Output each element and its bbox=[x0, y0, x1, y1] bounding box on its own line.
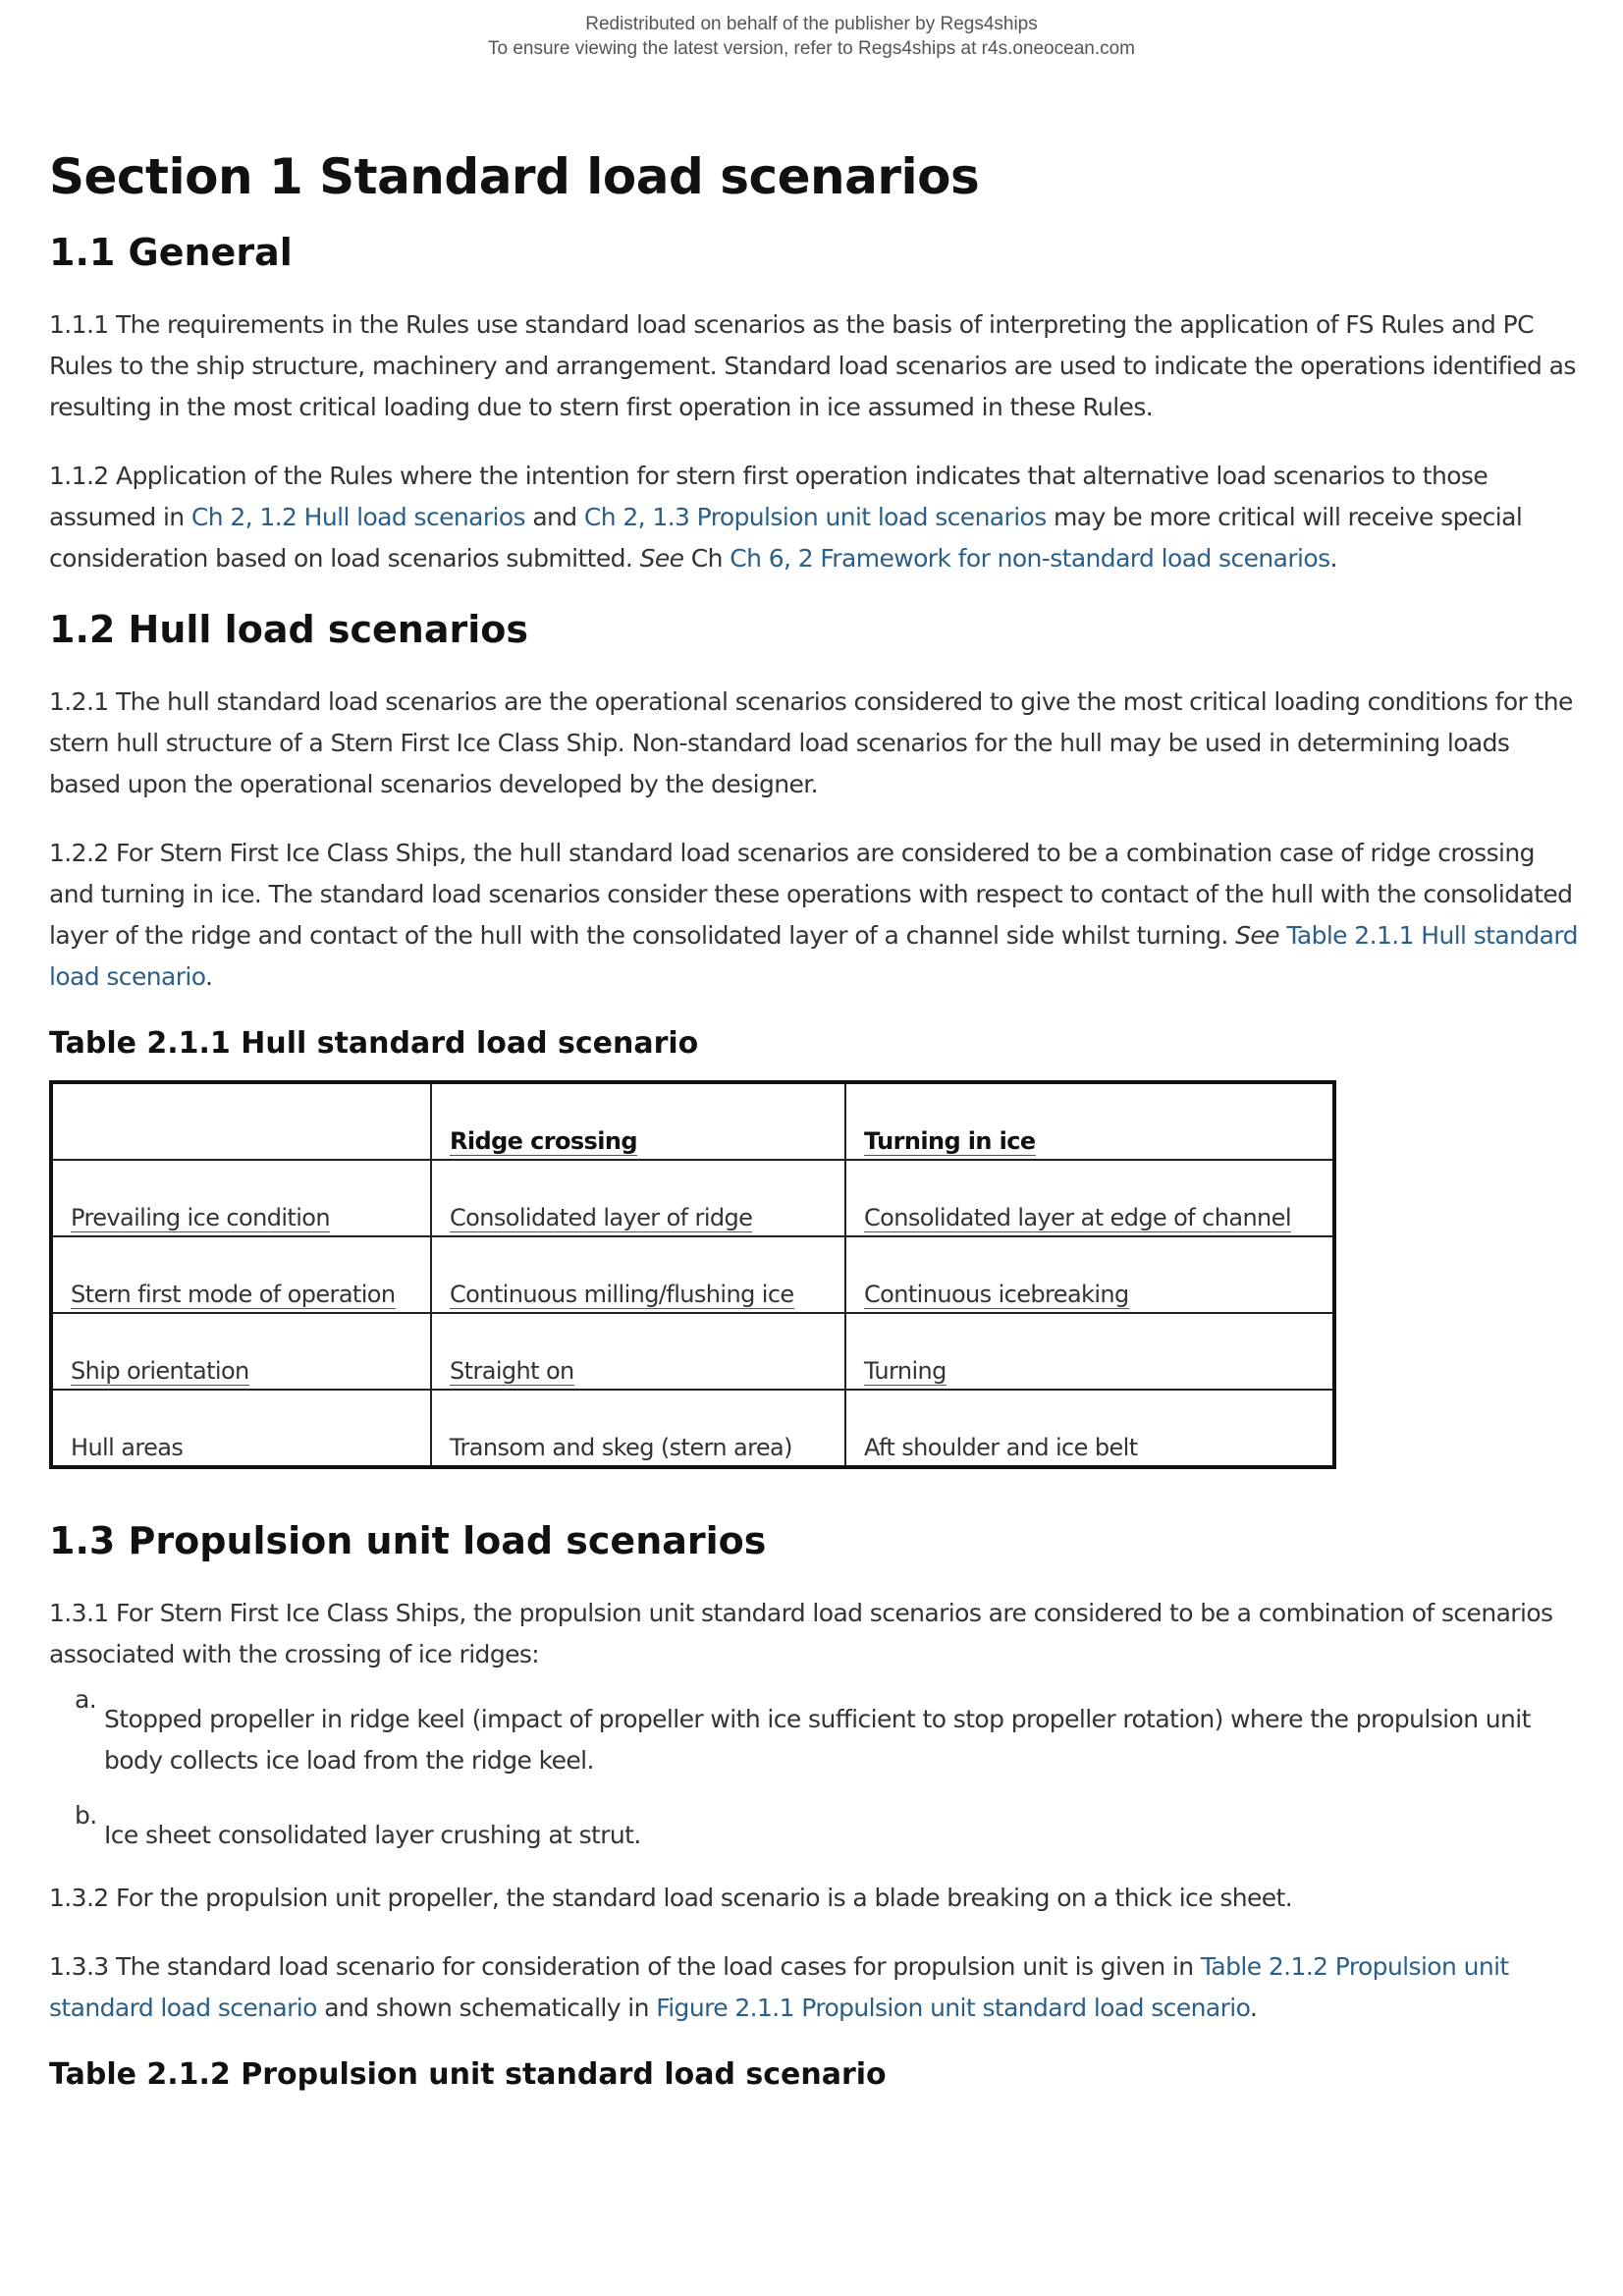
heading-1-3-propulsion-unit-load-scenarios: 1.3 Propulsion unit load scenarios bbox=[49, 1519, 767, 1562]
text-span: . bbox=[204, 962, 213, 991]
list-item bbox=[75, 1685, 1581, 1781]
table-header-cell: Turning in ice bbox=[845, 1082, 1334, 1160]
link-non-standard-framework[interactable]: Ch 6, 2 Framework for non-standard load scenarios bbox=[730, 544, 1330, 573]
banner-line-version: To ensure viewing the latest version, refer to Regs4ships at r4s.oneocean.com bbox=[487, 38, 1136, 59]
table-cell: Ship orientation bbox=[51, 1313, 431, 1390]
hull-standard-load-scenario-table bbox=[49, 1080, 1336, 1469]
link-propulsion-unit-load-scenarios[interactable]: Ch 2, 1.3 Propulsion unit load scenarios bbox=[583, 503, 1047, 531]
heading-1-2-hull-load-scenarios: 1.2 Hull load scenarios bbox=[49, 608, 528, 651]
paragraph-1-2-1: 1.2.1 The hull standard load scenarios are the operational scenarios considered to give the most critical loading conditions for the stern hull structure of a Stern First Ice Class Ship. Non-standard load scenarios for the hull may be used in determining loads based upon the operational scenarios developed by the designer. bbox=[49, 687, 1573, 798]
table-cell: Straight on bbox=[431, 1313, 845, 1390]
table-cell: Stern first mode of operation bbox=[51, 1236, 431, 1313]
table-row bbox=[51, 1390, 1334, 1467]
table-cell: Hull areas bbox=[51, 1390, 431, 1467]
section-title: Section 1 Standard load scenarios bbox=[49, 148, 980, 205]
text-span: may be more critical will receive special consideration based on load scenarios submitted. bbox=[49, 503, 1523, 573]
redistribution-banner bbox=[0, 0, 1623, 61]
table-header-row bbox=[51, 1082, 1334, 1160]
table-cell: Aft shoulder and ice belt bbox=[845, 1390, 1334, 1467]
list-item-text: Stopped propeller in ridge keel (impact of propeller with ice sufficient to stop propeller rotation) where the propulsion unit body collects ice load from the ridge keel. bbox=[104, 1705, 1531, 1775]
scenario-list bbox=[49, 1685, 1581, 1856]
table-cell: Transom and skeg (stern area) bbox=[431, 1390, 845, 1467]
table-cell: Continuous icebreaking bbox=[845, 1236, 1334, 1313]
paragraph-1-2-2 bbox=[49, 833, 1581, 998]
banner-line-publisher: Redistributed on behalf of the publisher by Regs4ships bbox=[585, 14, 1038, 34]
link-figure-2-1-1[interactable]: Figure 2.1.1 Propulsion unit standard load scenario bbox=[656, 1994, 1250, 2022]
text-span: and shown schematically in bbox=[316, 1994, 657, 2022]
text-span: . bbox=[1329, 544, 1337, 573]
table-header-cell bbox=[51, 1082, 431, 1160]
table-cell: Consolidated layer at edge of channel bbox=[845, 1160, 1334, 1236]
table-cell: Turning bbox=[845, 1313, 1334, 1390]
list-marker: b. bbox=[75, 1801, 97, 1830]
text-span: 1.3.3 The standard load scenario for consideration of the load cases for propulsion unit is given in bbox=[49, 1952, 1201, 1981]
table-cell: Consolidated layer of ridge bbox=[431, 1160, 845, 1236]
heading-1-1-general: 1.1 General bbox=[49, 231, 293, 274]
link-hull-load-scenarios[interactable]: Ch 2, 1.2 Hull load scenarios bbox=[190, 503, 525, 531]
table-header-cell: Ridge crossing bbox=[431, 1082, 845, 1160]
text-span: . bbox=[1249, 1994, 1258, 2022]
table-cell: Continuous milling/flushing ice bbox=[431, 1236, 845, 1313]
table-row bbox=[51, 1236, 1334, 1313]
table-cell: Prevailing ice condition bbox=[51, 1160, 431, 1236]
list-item-text: Ice sheet consolidated layer crushing at strut. bbox=[104, 1821, 641, 1849]
table-row bbox=[51, 1313, 1334, 1390]
see-italic: See bbox=[1235, 921, 1279, 950]
text-span: 1.1.2 Application of the Rules where the intention for stern first operation indicates that alternative load scenarios to those assumed in bbox=[49, 462, 1488, 531]
text-span: and bbox=[524, 503, 584, 531]
table-row bbox=[51, 1160, 1334, 1236]
document-body bbox=[49, 147, 1581, 2111]
list-marker: a. bbox=[75, 1685, 97, 1714]
link-table-2-1-1[interactable]: Table 2.1.1 Hull standard load scenario bbox=[49, 921, 1578, 991]
table-2-1-1-title: Table 2.1.1 Hull standard load scenario bbox=[49, 1026, 699, 1061]
link-table-2-1-2[interactable]: Table 2.1.2 Propulsion unit standard load scenario bbox=[49, 1952, 1509, 2022]
paragraph-1-1-2 bbox=[49, 456, 1581, 579]
see-italic: See bbox=[639, 544, 684, 573]
paragraph-1-3-3 bbox=[49, 1946, 1581, 2029]
text-span: Ch bbox=[683, 544, 730, 573]
paragraph-1-3-1: 1.3.1 For Stern First Ice Class Ships, the propulsion unit standard load scenarios are considered to be a combination of scenarios associated with the crossing of ice ridges: bbox=[49, 1599, 1553, 1668]
table-2-1-2-title: Table 2.1.2 Propulsion unit standard load scenario bbox=[49, 2057, 887, 2092]
list-item bbox=[75, 1801, 1581, 1856]
paragraph-1-1-1: 1.1.1 The requirements in the Rules use standard load scenarios as the basis of interpreting the application of FS Rules and PC Rules to the ship structure, machinery and arrangement. Standard load scenarios are used to indicate the operations identified as resulting in the most critical loading due to stern first operation in ice assumed in these Rules. bbox=[49, 310, 1576, 421]
paragraph-1-3-2: 1.3.2 For the propulsion unit propeller, the standard load scenario is a blade breaking on a thick ice sheet. bbox=[49, 1884, 1293, 1912]
text-span: 1.2.2 For Stern First Ice Class Ships, the hull standard load scenarios are considered to be a combination case of ridge crossing and turning in ice. The standard load scenarios consider these operations with respect to contact of the hull with the consolidated layer of the ridge and contact of the hull with the consolidated layer of a channel side whilst turning. bbox=[49, 839, 1573, 950]
